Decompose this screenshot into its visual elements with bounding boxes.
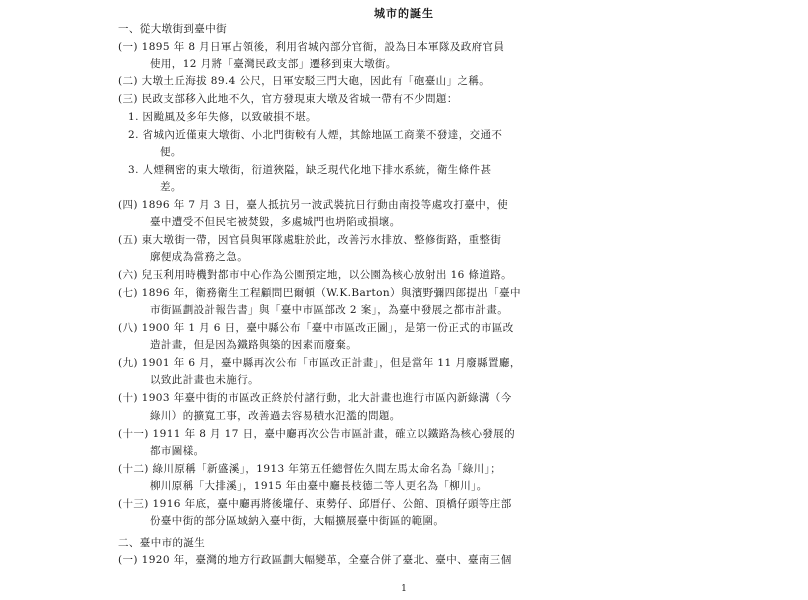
paragraph-line: 廓便成為當務之急。 bbox=[150, 251, 249, 263]
paragraph-line: (八) 1900 年 1 月 6 日，臺中縣公布「臺中市區改正圖」，是第一份正式的市區改 bbox=[118, 322, 514, 334]
paragraph-line: (六) 兒玉利用時機對都市中心作為公園預定地，以公園為核心放射出 16 條道路。 bbox=[118, 269, 513, 281]
paragraph-line: (一) 1920 年，臺灣的地方行政區劃大幅變革，全臺合併了臺北、臺中、臺南三個 bbox=[118, 554, 512, 566]
paragraph-line: 份臺中街的部分區域納入臺中街，大幅擴展臺中街區的範圍。 bbox=[150, 515, 445, 527]
paragraph-line: (一) 1895 年 8 月日軍占領後，利用省城內部分官衙，設為日本軍隊及政府官員 bbox=[118, 41, 505, 53]
list-item: 2. 省城內近僅東大墩街、小北門街較有人煙，其餘地區工商業不發達，交通不 bbox=[128, 129, 503, 141]
paragraph-line: 綠川）的擴寬工事，改善過去容易積水氾濫的問題。 bbox=[150, 410, 401, 422]
section-heading-1: 一、從大墩街到臺中街 bbox=[118, 23, 227, 35]
paragraph-line: 都市圖樣。 bbox=[150, 445, 205, 457]
paragraph-line: (十一) 1911 年 8 月 17 日，臺中廳再次公告市區計畫，確立以鐵路為核心發展的 bbox=[118, 428, 516, 440]
paragraph-line: 以致此計畫也未施行。 bbox=[150, 374, 259, 386]
paragraph-line: 便。 bbox=[160, 146, 182, 158]
paragraph-line: (七) 1896 年，衛務衛生工程顧問巴爾頓（W.K.Barton）與濱野彌四郎提出「臺中 bbox=[118, 287, 521, 299]
list-item: 3. 人煙稠密的東大墩街，衍道狹隘，缺乏現代化地下排水系統，衛生條件甚 bbox=[128, 164, 492, 176]
paragraph-line: 臺中遭受不但民宅被焚毀，多處城門也坍陷或損壞。 bbox=[150, 216, 401, 228]
paragraph-line: 使用，12 月將「臺灣民政支部」遷移到東大墩街。 bbox=[150, 58, 397, 70]
page-title: 城市的誕生 bbox=[374, 7, 434, 20]
paragraph-line: 造計畫，但是因為鐵路與築的因素而廢棄。 bbox=[150, 339, 358, 351]
paragraph-line: (十三) 1916 年底，臺中廳再將後壠仔、東勢仔、邱厝仔、公館、頂橋仔頭等庄部 bbox=[118, 498, 512, 510]
paragraph-line: 市街區劃設計報告書」與「臺中市區部改 2 案」，為臺中發展之都市計畫。 bbox=[150, 304, 509, 316]
paragraph-line: (九) 1901 年 6 月，臺中縣再次公布「市區改正計畫」，但是當年 11 月廢縣置廳， bbox=[118, 357, 521, 369]
list-item: 1. 因颱風及多年失修，以致破損不堪。 bbox=[128, 111, 317, 123]
paragraph-line: (二) 大墩土丘海拔 89.4 公尺，日軍安駁三門大砲，因此有「砲臺山」之稱。 bbox=[118, 75, 491, 87]
paragraph-line: 柳川原稱「大排溪」，1915 年由臺中廳長枝德二等人更名為「柳川」。 bbox=[150, 480, 488, 492]
paragraph-line: (五) 東大墩街一帶，因官員與軍隊處駐於此，改善污水排放、整修街路，重整街 bbox=[118, 234, 502, 246]
page-number: 1 bbox=[401, 584, 407, 594]
paragraph-line: (三) 民政支部移入此地不久，官方發現東大墩及省城一帶有不少問題： bbox=[118, 93, 458, 105]
paragraph-line: 差。 bbox=[160, 181, 182, 193]
paragraph-line: (四) 1896 年 7 月 3 日，臺人抵抗另一波武裝抗日行動由南投等處攻打臺中，使 bbox=[118, 199, 508, 211]
paragraph-line: (十二) 綠川原稱「新盛溪」，1913 年第五任總督佐久間左馬太命名為「綠川」； bbox=[118, 463, 502, 475]
paragraph-line: (十) 1903 年臺中街的市區改正終於付諸行動，北大計畫也進行市區內新綠溝（今 bbox=[118, 392, 512, 404]
section-heading-2: 二、臺中市的誕生 bbox=[118, 537, 206, 549]
